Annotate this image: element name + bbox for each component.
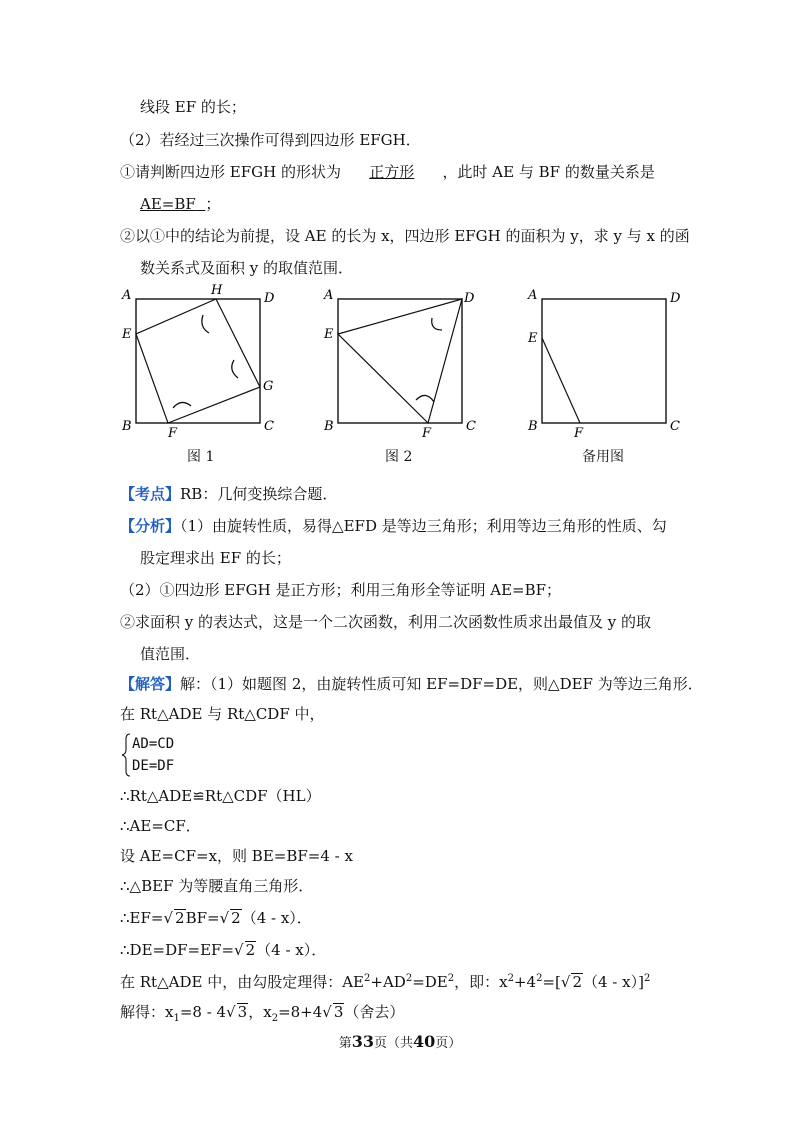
label-D: D xyxy=(670,291,681,306)
caption-figure-1: 图 1 xyxy=(187,449,215,465)
problem-line-6: 数关系式及面积 y 的取值范围． xyxy=(140,259,354,277)
step-ef: ∴EF=√ 2BF=√ 2（4 ‑ x）． xyxy=(120,909,312,927)
label-E: E xyxy=(122,327,132,342)
problem-line-4: AE=BF ； xyxy=(140,195,221,213)
label-D: D xyxy=(264,291,275,306)
label-E: E xyxy=(324,327,334,342)
page-number: 33 xyxy=(351,1032,374,1051)
jieda-line-1: 【解答】解：（1）如题图 2，由旋转性质可知 EF=DF=DE，则△DEF 为等边三角形． xyxy=(120,675,703,693)
fenxi-line-4: ②求面积 y 的表达式，这是一个二次函数，利用二次函数性质求出最值及 y 的取 xyxy=(120,613,652,631)
caption-figure-2: 图 2 xyxy=(385,449,413,465)
question-1-text-b: ，此时 AE 与 BF 的数量关系是 xyxy=(442,163,655,181)
label-E: E xyxy=(528,331,538,346)
label-F: F xyxy=(574,426,584,441)
problem-line-1: 线段 EF 的长； xyxy=(140,98,246,116)
label-C: C xyxy=(264,419,274,434)
kaodian-tag: 【考点】 xyxy=(120,485,181,503)
fenxi-line-1: 【分析】（1）由旋转性质，易得△EFD 是等边三角形；利用等边三角形的性质、勾 xyxy=(120,517,667,535)
label-C: C xyxy=(670,419,680,434)
fenxi-line-2: 股定理求出 EF 的长； xyxy=(140,549,291,567)
jieda-line-2: 在 Rt△ADE 与 Rt△CDF 中， xyxy=(120,705,325,723)
figure-spare xyxy=(524,282,694,442)
label-A: A xyxy=(528,288,538,303)
answer-relation: AE=BF xyxy=(140,195,196,213)
label-A: A xyxy=(324,288,334,303)
fenxi-line-5: 值范围． xyxy=(140,645,201,663)
question-1-text: ①请判断四边形 EFGH 的形状为 xyxy=(120,163,341,181)
problem-line-3 xyxy=(120,162,655,182)
problem-line-5: ②以①中的结论为前提，设 AE 的长为 x，四边形 EFGH 的面积为 y，求 y 与 x 的函 xyxy=(120,227,690,245)
answer-shape: 正方形 xyxy=(369,163,415,181)
label-C: C xyxy=(466,419,476,434)
label-F: F xyxy=(168,426,178,441)
kaodian-line: 【考点】RB：几何变换综合题． xyxy=(120,485,338,503)
label-G: G xyxy=(263,379,274,394)
step-de: ∴DE=DF=EF=√ 2（4 ‑ x）． xyxy=(120,941,327,959)
jieda-tag: 【解答】 xyxy=(120,675,181,693)
figure-1 xyxy=(118,282,288,442)
step-ae-cf: ∴AE=CF． xyxy=(120,817,201,835)
step-set-x: 设 AE=CF=x，则 BE=BF=4 ‑ x xyxy=(120,847,353,865)
step-congruence: ∴Rt△ADE≌Rt△CDF（HL） xyxy=(120,787,321,805)
label-B: B xyxy=(122,419,132,434)
fenxi-line-3: （2）①四边形 EFGH 是正方形；利用三角形全等证明 AE=BF； xyxy=(120,581,562,599)
label-B: B xyxy=(324,419,334,434)
step-pythagoras: 在 Rt△ADE 中，由勾股定理得：$AE^2+AD^2=DE^2$，即：$x^2+4^2=[√$ 2（4 ‑ x）]$^2$ xyxy=(120,973,651,991)
system-brace xyxy=(121,733,131,777)
system-eq-2: DE=DF xyxy=(132,758,175,774)
label-D: D xyxy=(464,291,475,306)
label-H: H xyxy=(211,283,223,298)
system-eq-1: AD=CD xyxy=(132,736,175,752)
label-B: B xyxy=(528,419,538,434)
step-solution: 解得：$x_1=8$ ‑ 4√ 3，$x_2=8+4√$ 3（舍去） xyxy=(120,1003,405,1024)
fenxi-tag: 【分析】 xyxy=(120,517,181,535)
label-A: A xyxy=(122,288,132,303)
caption-figure-spare: 备用图 xyxy=(582,449,624,465)
figure-2 xyxy=(320,282,490,442)
page-total: 40 xyxy=(413,1032,436,1051)
label-F: F xyxy=(422,426,432,441)
step-isosceles: ∴△BEF 为等腰直角三角形． xyxy=(120,877,314,895)
page-footer: 第33页（共40页） xyxy=(338,1032,462,1051)
problem-line-2: （2）若经过三次操作可得到四边形 EFGH． xyxy=(120,131,421,149)
